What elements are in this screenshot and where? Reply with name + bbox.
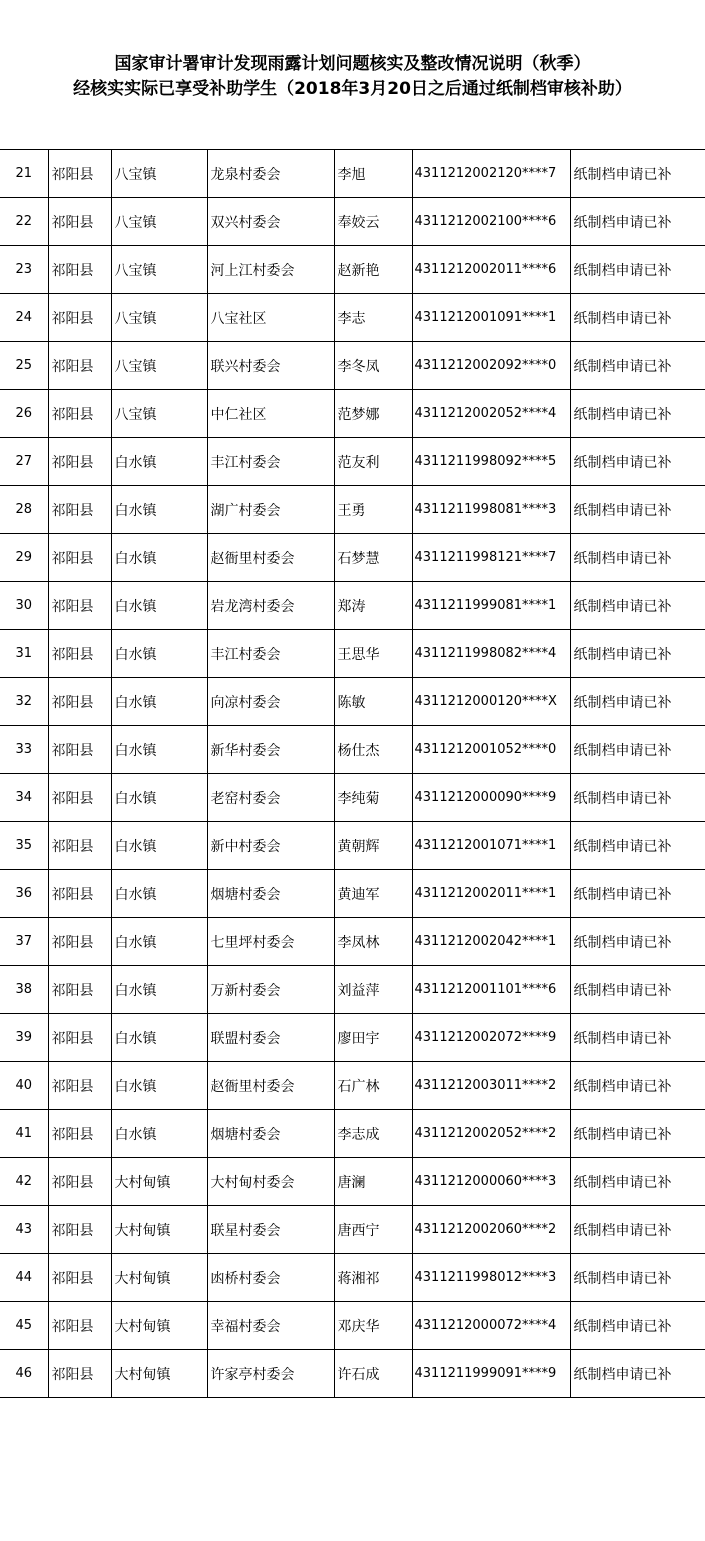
table-row: [0, 534, 705, 582]
student-name-cell: 石广林: [334, 1062, 412, 1110]
table-row: [0, 294, 705, 342]
id-number-cell: 4311212001071****1: [412, 822, 570, 870]
id-number-cell: 4311212000072****4: [412, 1302, 570, 1350]
id-number-cell: 4311212001052****0: [412, 726, 570, 774]
town-cell: 八宝镇: [111, 246, 207, 294]
title-line-2: 经核实实际已享受补助学生（2018年3月20日之后通过纸制档审核补助）: [73, 79, 632, 99]
county-cell: 祁阳县: [48, 1062, 111, 1110]
town-cell: 大村甸镇: [111, 1302, 207, 1350]
town-cell: 大村甸镇: [111, 1158, 207, 1206]
status-cell: 纸制档申请已补: [570, 1206, 705, 1254]
village-cell: 河上江村委会: [207, 246, 334, 294]
status-cell: 纸制档申请已补: [570, 582, 705, 630]
status-cell: 纸制档申请已补: [570, 486, 705, 534]
student-name-cell: 李纯菊: [334, 774, 412, 822]
county-cell: 祁阳县: [48, 630, 111, 678]
student-name-cell: 唐澜: [334, 1158, 412, 1206]
village-cell: 凼桥村委会: [207, 1254, 334, 1302]
student-name-cell: 陈敏: [334, 678, 412, 726]
table-row: [0, 774, 705, 822]
table-row: [0, 342, 705, 390]
row-number-cell: 38: [0, 966, 48, 1014]
student-name-cell: 黄迪军: [334, 870, 412, 918]
title-line-1: 国家审计署审计发现雨露计划问题核实及整改情况说明（秋季）: [114, 54, 591, 74]
town-cell: 大村甸镇: [111, 1350, 207, 1398]
table-row: [0, 1110, 705, 1158]
student-name-cell: 李旭: [334, 150, 412, 198]
row-number-cell: 35: [0, 822, 48, 870]
student-name-cell: 黄朝辉: [334, 822, 412, 870]
town-cell: 白水镇: [111, 726, 207, 774]
id-number-cell: 4311211998081****3: [412, 486, 570, 534]
table-row: [0, 198, 705, 246]
table-row: [0, 918, 705, 966]
row-number-cell: 27: [0, 438, 48, 486]
table-row: [0, 726, 705, 774]
row-number-cell: 40: [0, 1062, 48, 1110]
village-cell: 许家亭村委会: [207, 1350, 334, 1398]
status-cell: 纸制档申请已补: [570, 726, 705, 774]
status-cell: 纸制档申请已补: [570, 534, 705, 582]
county-cell: 祁阳县: [48, 486, 111, 534]
id-number-cell: 4311212000060****3: [412, 1158, 570, 1206]
table-row: [0, 438, 705, 486]
student-name-cell: 赵新艳: [334, 246, 412, 294]
id-number-cell: 4311211998082****4: [412, 630, 570, 678]
status-cell: 纸制档申请已补: [570, 966, 705, 1014]
county-cell: 祁阳县: [48, 966, 111, 1014]
status-cell: 纸制档申请已补: [570, 294, 705, 342]
id-number-cell: 4311212002120****7: [412, 150, 570, 198]
table-row: [0, 150, 705, 198]
county-cell: 祁阳县: [48, 1254, 111, 1302]
id-number-cell: 4311212002011****6: [412, 246, 570, 294]
town-cell: 白水镇: [111, 822, 207, 870]
county-cell: 祁阳县: [48, 918, 111, 966]
village-cell: 新华村委会: [207, 726, 334, 774]
village-cell: 万新村委会: [207, 966, 334, 1014]
student-name-cell: 范梦娜: [334, 390, 412, 438]
county-cell: 祁阳县: [48, 1110, 111, 1158]
row-number-cell: 25: [0, 342, 48, 390]
county-cell: 祁阳县: [48, 1158, 111, 1206]
village-cell: 七里坪村委会: [207, 918, 334, 966]
row-number-cell: 21: [0, 150, 48, 198]
village-cell: 龙泉村委会: [207, 150, 334, 198]
status-cell: 纸制档申请已补: [570, 678, 705, 726]
id-number-cell: 4311212001091****1: [412, 294, 570, 342]
student-name-cell: 李志成: [334, 1110, 412, 1158]
row-number-cell: 29: [0, 534, 48, 582]
village-cell: 大村甸村委会: [207, 1158, 334, 1206]
village-cell: 双兴村委会: [207, 198, 334, 246]
status-cell: 纸制档申请已补: [570, 774, 705, 822]
village-cell: 新中村委会: [207, 822, 334, 870]
town-cell: 白水镇: [111, 918, 207, 966]
student-name-cell: 李凤林: [334, 918, 412, 966]
row-number-cell: 33: [0, 726, 48, 774]
document-title: [0, 52, 705, 102]
town-cell: 白水镇: [111, 438, 207, 486]
row-number-cell: 43: [0, 1206, 48, 1254]
status-cell: 纸制档申请已补: [570, 1302, 705, 1350]
table-row: [0, 1062, 705, 1110]
town-cell: 八宝镇: [111, 198, 207, 246]
town-cell: 八宝镇: [111, 342, 207, 390]
status-cell: 纸制档申请已补: [570, 438, 705, 486]
status-cell: 纸制档申请已补: [570, 1014, 705, 1062]
table-row: [0, 678, 705, 726]
village-cell: 烟塘村委会: [207, 870, 334, 918]
id-number-cell: 4311212002052****4: [412, 390, 570, 438]
town-cell: 白水镇: [111, 486, 207, 534]
status-cell: 纸制档申请已补: [570, 390, 705, 438]
row-number-cell: 23: [0, 246, 48, 294]
table-row: [0, 246, 705, 294]
id-number-cell: 4311212002052****2: [412, 1110, 570, 1158]
town-cell: 白水镇: [111, 774, 207, 822]
id-number-cell: 4311212003011****2: [412, 1062, 570, 1110]
village-cell: 幸福村委会: [207, 1302, 334, 1350]
village-cell: 烟塘村委会: [207, 1110, 334, 1158]
id-number-cell: 4311212002042****1: [412, 918, 570, 966]
id-number-cell: 4311212002100****6: [412, 198, 570, 246]
county-cell: 祁阳县: [48, 294, 111, 342]
county-cell: 祁阳县: [48, 390, 111, 438]
county-cell: 祁阳县: [48, 198, 111, 246]
town-cell: 白水镇: [111, 1014, 207, 1062]
table-row: [0, 486, 705, 534]
county-cell: 祁阳县: [48, 678, 111, 726]
status-cell: 纸制档申请已补: [570, 198, 705, 246]
row-number-cell: 34: [0, 774, 48, 822]
town-cell: 白水镇: [111, 1110, 207, 1158]
town-cell: 白水镇: [111, 1062, 207, 1110]
village-cell: 联兴村委会: [207, 342, 334, 390]
id-number-cell: 4311212000090****9: [412, 774, 570, 822]
village-cell: 老窑村委会: [207, 774, 334, 822]
village-cell: 联星村委会: [207, 1206, 334, 1254]
county-cell: 祁阳县: [48, 246, 111, 294]
status-cell: 纸制档申请已补: [570, 630, 705, 678]
student-name-cell: 奉姣云: [334, 198, 412, 246]
table-row: [0, 822, 705, 870]
table-row: [0, 1302, 705, 1350]
id-number-cell: 4311211999081****1: [412, 582, 570, 630]
row-number-cell: 28: [0, 486, 48, 534]
row-number-cell: 36: [0, 870, 48, 918]
town-cell: 大村甸镇: [111, 1206, 207, 1254]
row-number-cell: 37: [0, 918, 48, 966]
student-name-cell: 刘益萍: [334, 966, 412, 1014]
row-number-cell: 24: [0, 294, 48, 342]
id-number-cell: 4311211998092****5: [412, 438, 570, 486]
status-cell: 纸制档申请已补: [570, 342, 705, 390]
town-cell: 八宝镇: [111, 390, 207, 438]
table-row: [0, 1350, 705, 1398]
roster-body: [0, 150, 705, 1398]
id-number-cell: 4311212002072****9: [412, 1014, 570, 1062]
row-number-cell: 26: [0, 390, 48, 438]
student-name-cell: 杨仕杰: [334, 726, 412, 774]
status-cell: 纸制档申请已补: [570, 870, 705, 918]
row-number-cell: 42: [0, 1158, 48, 1206]
county-cell: 祁阳县: [48, 582, 111, 630]
county-cell: 祁阳县: [48, 150, 111, 198]
village-cell: 中仁社区: [207, 390, 334, 438]
student-name-cell: 唐西宁: [334, 1206, 412, 1254]
village-cell: 丰江村委会: [207, 438, 334, 486]
status-cell: 纸制档申请已补: [570, 1158, 705, 1206]
student-roster-table: [0, 149, 705, 1398]
town-cell: 大村甸镇: [111, 1254, 207, 1302]
student-name-cell: 王思华: [334, 630, 412, 678]
id-number-cell: 4311212000120****X: [412, 678, 570, 726]
status-cell: 纸制档申请已补: [570, 1062, 705, 1110]
id-number-cell: 4311212002092****0: [412, 342, 570, 390]
table-row: [0, 1206, 705, 1254]
town-cell: 白水镇: [111, 870, 207, 918]
row-number-cell: 32: [0, 678, 48, 726]
status-cell: 纸制档申请已补: [570, 1254, 705, 1302]
row-number-cell: 41: [0, 1110, 48, 1158]
village-cell: 向凉村委会: [207, 678, 334, 726]
table-row: [0, 630, 705, 678]
table-row: [0, 1254, 705, 1302]
student-name-cell: 蒋湘祁: [334, 1254, 412, 1302]
student-name-cell: 王勇: [334, 486, 412, 534]
town-cell: 白水镇: [111, 582, 207, 630]
table-row: [0, 1014, 705, 1062]
student-name-cell: 范友利: [334, 438, 412, 486]
id-number-cell: 4311211999091****9: [412, 1350, 570, 1398]
row-number-cell: 46: [0, 1350, 48, 1398]
row-number-cell: 44: [0, 1254, 48, 1302]
status-cell: 纸制档申请已补: [570, 1110, 705, 1158]
village-cell: 岩龙湾村委会: [207, 582, 334, 630]
row-number-cell: 30: [0, 582, 48, 630]
county-cell: 祁阳县: [48, 1302, 111, 1350]
village-cell: 赵衙里村委会: [207, 534, 334, 582]
village-cell: 赵衙里村委会: [207, 1062, 334, 1110]
id-number-cell: 4311211998012****3: [412, 1254, 570, 1302]
county-cell: 祁阳县: [48, 534, 111, 582]
town-cell: 白水镇: [111, 630, 207, 678]
county-cell: 祁阳县: [48, 1350, 111, 1398]
status-cell: 纸制档申请已补: [570, 918, 705, 966]
table-row: [0, 582, 705, 630]
village-cell: 联盟村委会: [207, 1014, 334, 1062]
town-cell: 白水镇: [111, 966, 207, 1014]
county-cell: 祁阳县: [48, 870, 111, 918]
student-name-cell: 邓庆华: [334, 1302, 412, 1350]
row-number-cell: 22: [0, 198, 48, 246]
student-name-cell: 廖田宇: [334, 1014, 412, 1062]
id-number-cell: 4311212002011****1: [412, 870, 570, 918]
row-number-cell: 39: [0, 1014, 48, 1062]
student-name-cell: 李志: [334, 294, 412, 342]
student-name-cell: 郑涛: [334, 582, 412, 630]
village-cell: 丰江村委会: [207, 630, 334, 678]
county-cell: 祁阳县: [48, 774, 111, 822]
town-cell: 白水镇: [111, 534, 207, 582]
county-cell: 祁阳县: [48, 822, 111, 870]
town-cell: 八宝镇: [111, 150, 207, 198]
village-cell: 湖广村委会: [207, 486, 334, 534]
id-number-cell: 4311211998121****7: [412, 534, 570, 582]
student-name-cell: 许石成: [334, 1350, 412, 1398]
town-cell: 八宝镇: [111, 294, 207, 342]
table-row: [0, 1158, 705, 1206]
status-cell: 纸制档申请已补: [570, 246, 705, 294]
county-cell: 祁阳县: [48, 438, 111, 486]
county-cell: 祁阳县: [48, 1014, 111, 1062]
row-number-cell: 45: [0, 1302, 48, 1350]
student-name-cell: 李冬凤: [334, 342, 412, 390]
id-number-cell: 4311212001101****6: [412, 966, 570, 1014]
county-cell: 祁阳县: [48, 726, 111, 774]
id-number-cell: 4311212002060****2: [412, 1206, 570, 1254]
status-cell: 纸制档申请已补: [570, 822, 705, 870]
village-cell: 八宝社区: [207, 294, 334, 342]
table-row: [0, 390, 705, 438]
county-cell: 祁阳县: [48, 1206, 111, 1254]
town-cell: 白水镇: [111, 678, 207, 726]
county-cell: 祁阳县: [48, 342, 111, 390]
row-number-cell: 31: [0, 630, 48, 678]
status-cell: 纸制档申请已补: [570, 150, 705, 198]
table-row: [0, 870, 705, 918]
student-name-cell: 石梦慧: [334, 534, 412, 582]
table-row: [0, 966, 705, 1014]
status-cell: 纸制档申请已补: [570, 1350, 705, 1398]
